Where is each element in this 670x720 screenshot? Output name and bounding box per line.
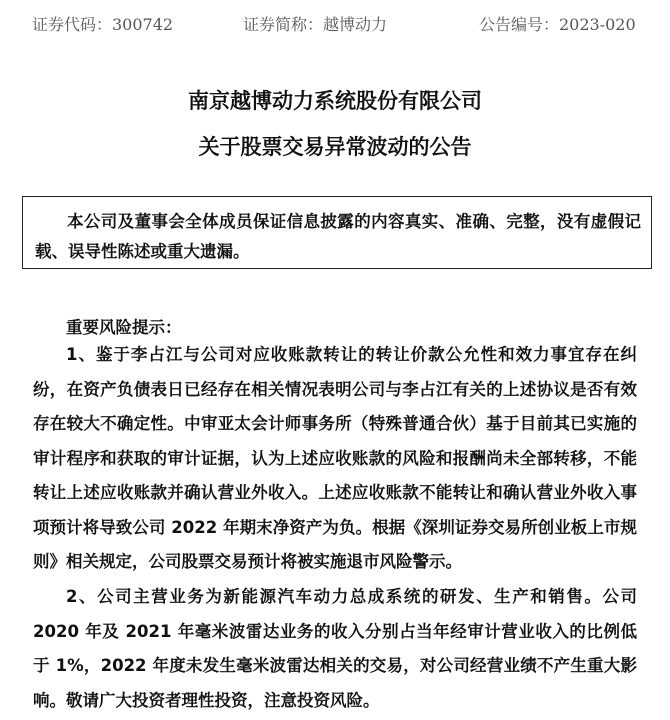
disclosure-notice-box [22,196,652,269]
company-title: 南京越博动力系统股份有限公司 [188,89,482,113]
stock-name: 证券简称：越博动力 [243,15,388,34]
risk-heading: 重要风险提示： [66,318,182,337]
announcement-number: 公告编号：2023-020 [479,15,636,34]
document-header [0,12,670,36]
announcement-title: 关于股票交易异常波动的公告 [198,135,472,159]
stock-code: 证券代码：300742 [32,15,174,34]
disclosure-notice-text: 本公司及董事会全体成员保证信息披露的内容真实、准确、完整，没有虚假记载、误导性陈述或重大遗漏。 [35,212,641,261]
risk-item-2: 2、公司主营业务为新能源汽车动力总成系统的研发、生产和销售。公司 2020 年及 2021 年毫米波雷达业务的收入分别占当年经审计营业收入的比例低于 1%，2022 年度未发生毫米波雷达相关的交易，对公司经营业绩不产生重大影响。敬请广大投资者理性投资，注意投资风险。 [33,587,637,710]
risk-item-1: 1、鉴于李占江与公司对应收账款转让的转让价款公允性和效力事宜存在纠纷，在资产负债表日已经存在相关情况表明公司与李占江有关的上述协议是否有效存在较大不确定性。中审亚太会计师事务所（特殊普通合伙）基于目前其已实施的审计程序和获取的审计证据，认为上述应收账款的风险和报酬尚未全部转移，不能转让上述应收账款并确认营业外收入。上述应收账款不能转让和确认营业外收入事项预计将导致公司 2022 年期末净资产为负。根据《深圳证券交易所创业板上市规则》相关规定，公司股票交易预计将被实施退市风险警示。 [33,345,637,571]
